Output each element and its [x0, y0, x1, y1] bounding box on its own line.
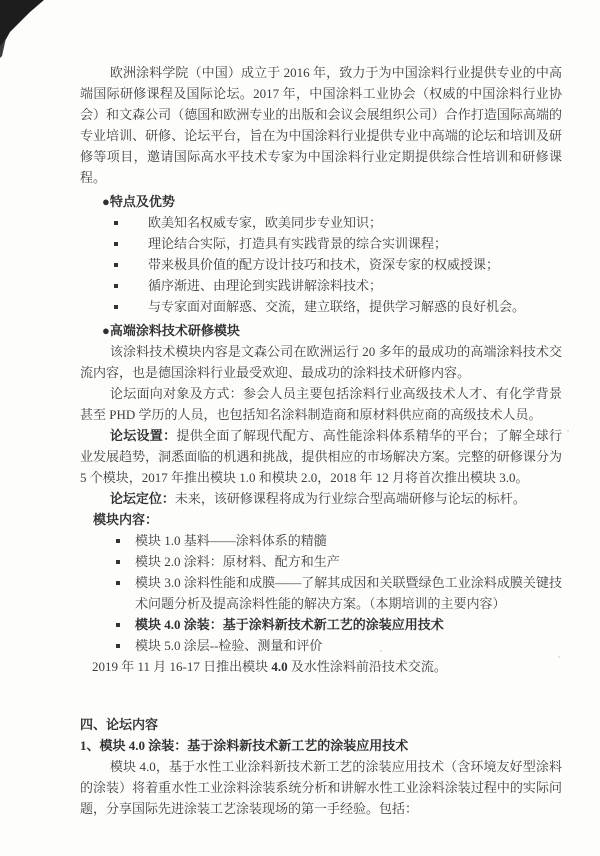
- modules-heading: ●高端涂料技术研修模块: [102, 323, 240, 338]
- module-item-text: 模块 1.0 基料——涂料体系的精髓: [135, 533, 327, 548]
- document-content: [80, 62, 562, 819]
- module-item-text: 模块 5.0 涂层--检验、测量和评价: [135, 638, 323, 653]
- feature-item-text: 与专家面对面解惑、交流，建立联络，提供学习解惑的良好机会。: [148, 299, 526, 314]
- forum-positioning-label: 论坛定位：: [109, 491, 175, 506]
- forum-setup-text: 提供全面了解现代配方、高性能涂料体系精华的平台；了解全球行业发展趋势，洞悉面临的机遇和挑战，提供相应的市场解决方案。完整的研修课分为 5 个模块，2017 年推出模块 1.0 和模块 2.0，2018 年 12 月将首次推出模块 3.0。: [80, 428, 562, 485]
- forum-positioning-paragraph: [80, 488, 562, 509]
- list-item: [80, 614, 562, 635]
- list-item: [80, 572, 562, 614]
- schedule-bold: 4.0: [271, 659, 288, 674]
- list-item: [80, 296, 562, 317]
- section4-heading: 四、论坛内容: [80, 717, 159, 732]
- list-item: [80, 635, 562, 656]
- list-item: [80, 275, 562, 296]
- list-item: [80, 254, 562, 275]
- module-content-label: 模块内容：: [93, 512, 159, 527]
- list-item: [80, 212, 562, 233]
- section4-sub1-paragraph: 模块 4.0，基于水性工业涂料新技术新工艺的涂装应用技术（含环境友好型涂料的涂装）将着重水性工业涂料涂装系统分析和讲解水性工业涂料涂装过程中的实际问题，分享国际先进涂装工艺涂装现场的第一手经验。包括：: [80, 759, 562, 816]
- scan-speck: [567, 430, 569, 432]
- features-heading: ●特点及优势: [102, 194, 175, 209]
- modules-list: [80, 530, 562, 656]
- schedule-post: 及水性涂料前沿技术交流。: [287, 659, 447, 674]
- intro-paragraph: 欧洲涂料学院（中国）成立于 2016 年，致力于为中国涂料行业提供专业的中高端国际研修课程及国际论坛。2017 年，中国涂料工业协会（权威的中国涂料行业协会）和文森公司（德国和欧洲专业的出版和会议会展组织公司）合作打造国际高端的专业培训、研修、论坛平台，旨在为中国涂料行业提供专业中高端的论坛和培训及研修等项目，邀请国际高水平技术专家为中国涂料行业定期提供综合性培训和研修课程。: [80, 65, 562, 185]
- feature-item-text: 欧美知名权威专家，欧美同步专业知识；: [148, 215, 383, 230]
- schedule-line: [80, 656, 562, 677]
- list-item: [80, 551, 562, 572]
- list-item: [80, 530, 562, 551]
- list-item: [80, 233, 562, 254]
- forum-setup-label: 论坛设置：: [109, 428, 177, 443]
- module-item-text: 模块 2.0 涂料：原材料、配方和生产: [135, 554, 340, 569]
- feature-item-text: 理论结合实际，打造具有实践背景的综合实训课程；: [148, 236, 448, 251]
- forum-positioning-text: 未来，该研修课程将成为行业综合型高端研修与论坛的标杆。: [174, 491, 526, 506]
- module-item-text: 模块 3.0 涂料性能和成膜——了解其成因和关联暨绿色工业涂料成膜关键技术问题分析及提高涂料性能的解决方案。（本期培训的主要内容）: [135, 575, 562, 611]
- forum-setup-paragraph: [80, 425, 562, 488]
- feature-item-text: 带来极具价值的配方设计技巧和技术，资深专家的权威授课；: [148, 257, 500, 272]
- module-item-text: 模块 4.0 涂装：基于涂料新技术新工艺的涂装应用技术: [135, 617, 444, 632]
- schedule-pre: 2019 年 11 月 16-17 日推出模块: [92, 659, 272, 674]
- modules-intro-paragraph: 该涂料技术模块内容是文森公司在欧洲运行 20 多年的最成功的高端涂料技术交流内容，也是德国涂料行业最受欢迎、最成功的涂料技术研修内容。: [80, 344, 562, 380]
- feature-item-text: 循序渐进、由理论到实践讲解涂料技术；: [148, 278, 383, 293]
- features-list: [80, 212, 562, 317]
- section4-sub1-heading: 1、模块 4.0 涂装：基于涂料新技术新工艺的涂装应用技术: [80, 738, 409, 753]
- audience-paragraph: 论坛面向对象及方式：参会人员主要包括涂料行业高级技术人才、有化学背景甚至 PHD 学历的人员，也包括知名涂料制造商和原材料供应商的高级技术人员。: [80, 386, 562, 422]
- scan-corner-artifact: [0, 0, 70, 62]
